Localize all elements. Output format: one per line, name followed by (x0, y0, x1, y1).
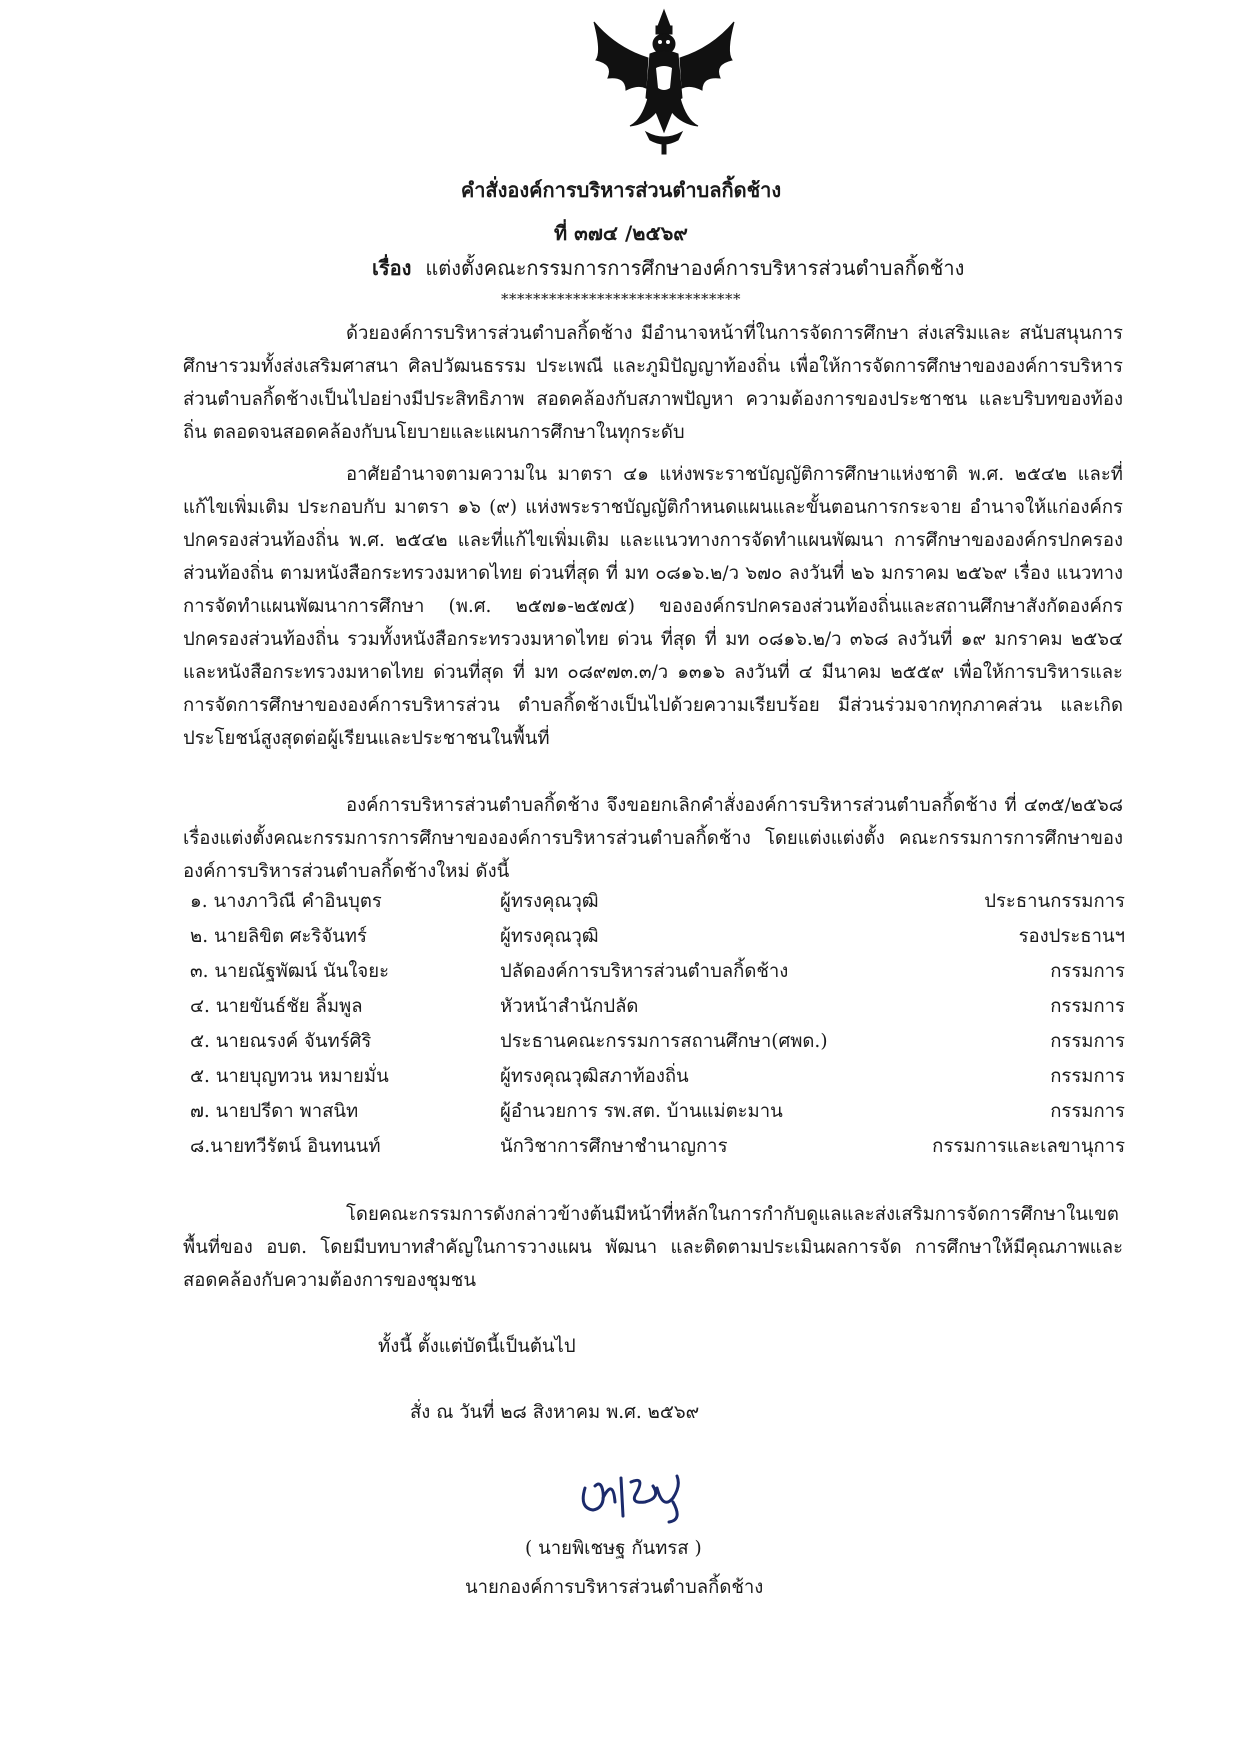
member-name: ๕. นายณรงค์ จันทร์ศิริ (190, 1031, 372, 1052)
member-role: รองประธานฯ (1018, 926, 1125, 947)
member-name: ๒. นายลิขิต ศะริจันทร์ (190, 926, 367, 947)
separator: ****************************** (501, 290, 741, 308)
table-row (190, 1024, 1125, 1059)
subject-text: แต่งตั้งคณะกรรมการการศึกษาองค์การบริหารส่วนตำบลกิ้ดช้าง (425, 256, 965, 280)
order-number: ที่ ๓๗๔ /๒๕๖๙ (554, 221, 688, 245)
paragraph-legal-basis: อาศัยอำนาจตามความใน มาตรา ๔๑ แห่งพระราชบัญญัติการศึกษาแห่งชาติ พ.ศ. ๒๕๔๒ และที่แก้ไขเพิ่มเติม ประกอบกับ มาตรา ๑๖ (๙) แห่งพระราชบัญญัติกำหนดแผนและขั้นตอนการกระจาย อำนาจให้แก่องค์กรปกครองส่วนท้องถิ่น พ.ศ. ๒๕๔๒ และที่แก้ไขเพิ่มเติม และแนวทางการจัดทำแผนพัฒนา การศึกษาขององค์กรปกครองส่วนท้องถิ่น ตามหนังสือกระทรวงมหาดไทย ด่วนที่สุด ที่ มท ๐๘๑๖.๒/ว ๖๗๐ ลงวันที่ ๒๖ มกราคม ๒๕๖๙ เรื่อง แนวทางการจัดทำแผนพัฒนาการศึกษา (พ.ศ. ๒๕๗๑-๒๕๗๕) ขององค์กรปกครองส่วนท้องถิ่นและสถานศึกษาสังกัดองค์กรปกครองส่วนท้องถิ่น รวมทั้งหนังสือกระทรวงมหาดไทย ด่วน ที่สุด ที่ มท ๐๘๑๖.๒/ว ๓๖๘ ลงวันที่ ๑๙ มกราคม ๒๕๖๔ และหนังสือกระทรวงมหาดไทย ด่วนที่สุด ที่ มท ๐๘๙๗๓.๓/ว ๑๓๑๖ ลงวันที่ ๔ มีนาคม ๒๕๕๙ เพื่อให้การบริหารและการจัดการศึกษาขององค์การบริหารส่วน ตำบลกิ้ดช้างเป็นไปด้วยความเรียบร้อย มีส่วนร่วมจากทุกภาคส่วน และเกิดประโยชน์สูงสุดต่อผู้เรียนและประชาชนในพื้นที่ (183, 464, 1123, 749)
member-role: กรรมการและเลขานุการ (932, 1136, 1125, 1157)
member-name: ๑. นางภาวิณี คำอินบุตร (190, 891, 382, 912)
member-role: กรรมการ (1050, 1101, 1125, 1122)
table-row (190, 1059, 1125, 1094)
member-role: กรรมการ (1050, 961, 1125, 982)
member-position: ผู้ทรงคุณวุฒิ (500, 891, 599, 912)
table-row (190, 954, 1125, 989)
member-name: ๔. นายขันธ์ชัย ลิ้มพูล (190, 996, 363, 1017)
subject-line (372, 254, 964, 282)
member-position: นักวิชาการศึกษาชำนาญการ (500, 1136, 728, 1157)
member-role: กรรมการ (1050, 1031, 1125, 1052)
table-row (190, 1094, 1125, 1129)
member-name: ๕. นายบุญทวน หมายมั่น (190, 1066, 389, 1087)
member-role: ประธานกรรมการ (984, 891, 1125, 912)
committee-list (190, 884, 1125, 1164)
member-position: หัวหน้าสำนักปลัด (500, 996, 639, 1017)
member-name: ๓. นายณัฐพัฒน์ นันใจยะ (190, 961, 390, 982)
paragraph-background: ด้วยองค์การบริหารส่วนตำบลกิ้ดช้าง มีอำนาจหน้าที่ในการจัดการศึกษา ส่งเสริมและ สนับสนุนการศึกษารวมทั้งส่งเสริมศาสนา ศิลปวัฒนธรรม ประเพณี และภูมิปัญญาท้องถิ่น เพื่อให้การจัดการศึกษาขององค์การบริหารส่วนตำบลกิ้ดช้างเป็นไปอย่างมีประสิทธิภาพ สอดคล้องกับสภาพปัญหา ความต้องการของประชาชน และบริบทของท้องถิ่น ตลอดจนสอดคล้องกับนโยบายและแผนการศึกษาในทุกระดับ (183, 323, 1123, 443)
paragraph-revocation: องค์การบริหารส่วนตำบลกิ้ดช้าง จึงขอยกเลิกคำสั่งองค์การบริหารส่วนตำบลกิ้ดช้าง ที่ ๔๓๕/๒๕๖๘ เรื่องแต่งตั้งคณะกรรมการการศึกษาขององค์การบริหารส่วนตำบลกิ้ดช้าง โดยแต่งแต่งตั้ง คณะกรรมการการศึกษาขององค์การบริหารส่วนตำบลกิ้ดช้างใหม่ ดังนี้ (183, 795, 1123, 882)
table-row (190, 919, 1125, 954)
table-row (190, 1129, 1125, 1164)
member-position: ประธานคณะกรรมการสถานศึกษา(ศพด.) (500, 1031, 828, 1052)
paragraph-duties: โดยคณะกรรมการดังกล่าวข้างต้นมีหน้าที่หลักในการกำกับดูแลและส่งเสริมการจัดการศึกษาในเขตพื้นที่ของ อบต. โดยมีบทบาทสำคัญในการวางแผน พัฒนา และติดตามประเมินผลการจัด การศึกษาให้มีคุณภาพและสอดคล้องกับความต้องการของชุมชน (183, 1204, 1123, 1291)
member-position: ปลัดองค์การบริหารส่วนตำบลกิ้ดช้าง (500, 961, 789, 982)
table-row (190, 989, 1125, 1024)
member-position: ผู้ทรงคุณวุฒิ (500, 926, 599, 947)
member-name: ๘.นายทวีรัตน์ อินทนนท์ (190, 1136, 381, 1157)
member-role: กรรมการ (1050, 996, 1125, 1017)
member-position: ผู้ทรงคุณวุฒิสภาท้องถิ่น (500, 1066, 689, 1087)
signer-name: ( นายพิเชษฐ กันทรส ) (525, 1538, 702, 1559)
handwritten-signature-icon (565, 1458, 705, 1528)
effective-statement: ทั้งนี้ ตั้งแต่บัดนี้เป็นต้นไป (378, 1336, 576, 1357)
table-row (190, 884, 1125, 919)
document-title: คำสั่งองค์การบริหารส่วนตำบลกิ้ดช้าง (460, 178, 782, 202)
garuda-emblem-icon (586, 8, 742, 156)
member-role: กรรมการ (1050, 1066, 1125, 1087)
member-position: ผู้อำนวยการ รพ.สต. บ้านแม่ตะมาน (500, 1101, 783, 1122)
subject-label: เรื่อง (372, 256, 412, 280)
member-name: ๗. นายปรีดา พาสนิท (190, 1101, 359, 1122)
signer-title: นายกองค์การบริหารส่วนตำบลกิ้ดช้าง (465, 1577, 764, 1598)
order-date: สั่ง ณ วันที่ ๒๘ สิงหาคม พ.ศ. ๒๕๖๙ (410, 1402, 700, 1423)
